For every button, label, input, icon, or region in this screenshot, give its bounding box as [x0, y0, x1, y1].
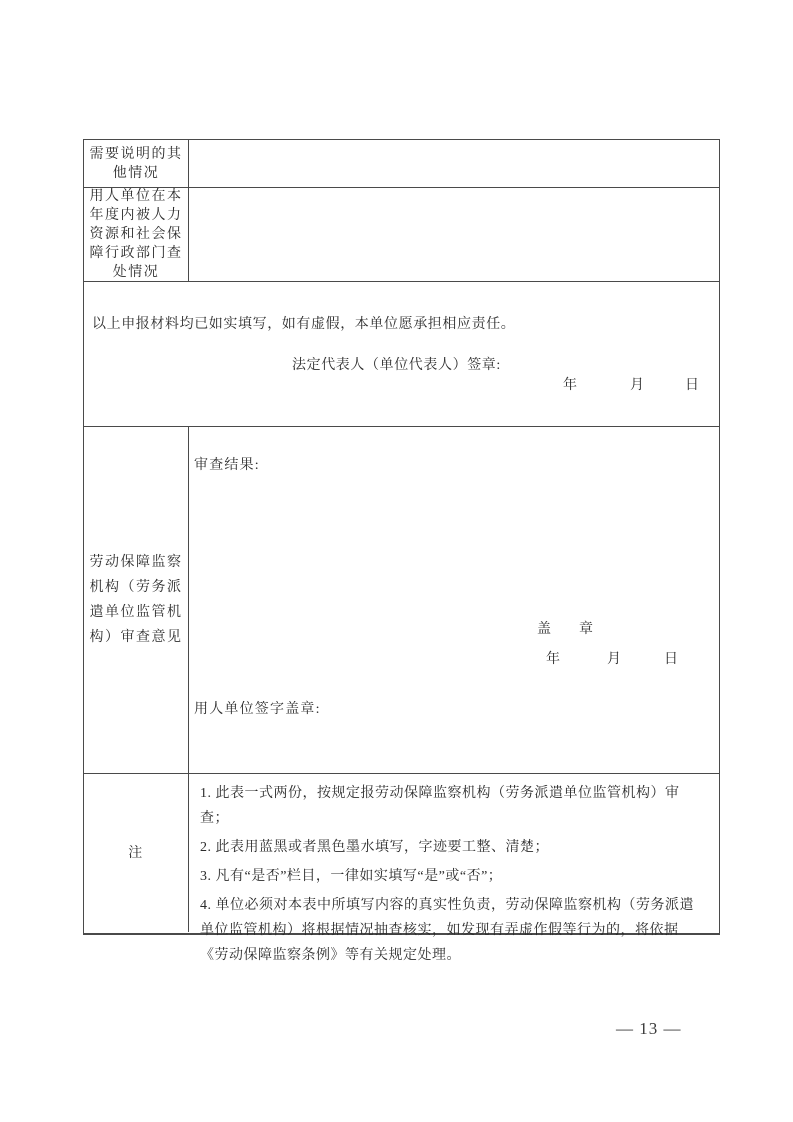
review-day-label: 日	[664, 652, 678, 667]
review-agency-label: 劳动保障监察机构（劳务派遣单位监管机构）审查意见	[89, 555, 183, 645]
annual-report-review-table	[83, 139, 720, 963]
notes-label: 注	[128, 845, 144, 861]
declaration-day-label: 日	[685, 378, 699, 393]
row-review-opinion	[84, 427, 719, 774]
review-opinion-area[interactable]	[189, 427, 719, 773]
other-situation-label-cell	[84, 140, 189, 187]
legal-representative-signature-label: 法定代表人（单位代表人）签章:	[292, 358, 501, 373]
note-item-2: 2. 此表用蓝黑或者黑色墨水填写，字迹要工整、清楚；	[200, 840, 549, 855]
notes-list	[189, 774, 719, 963]
investigation-label-cell	[84, 188, 189, 281]
other-situation-label: 需要说明的其他情况	[89, 146, 183, 181]
declaration-month-label: 月	[630, 378, 644, 393]
notes-label-cell	[84, 774, 189, 932]
other-situation-field[interactable]	[189, 140, 719, 187]
row-investigation-record	[84, 188, 719, 282]
row-notes	[84, 774, 719, 963]
row-declaration	[84, 282, 719, 427]
review-year-label: 年	[546, 652, 560, 667]
investigation-label: 用人单位在本年度内被人力资源和社会保障行政部门查处情况	[89, 189, 183, 280]
note-item-4: 4. 单位必须对本表中所填写内容的真实性负责，劳动保障监察机构（劳务派遣单位监管机构）将根据情况抽查核实，如发现有弄虚作假等行为的，将依据《劳动保障监察条例》等有关规定处理。	[200, 898, 694, 963]
note-item-3: 3. 凡有“是否”栏目，一律如实填写“是”或“否”；	[200, 869, 503, 884]
investigation-field[interactable]	[189, 188, 719, 281]
row-other-situation	[84, 140, 719, 188]
note-item-1: 1. 此表一式两份，按规定报劳动保障监察机构（劳务派遣单位监管机构）审查；	[200, 786, 680, 826]
review-agency-label-cell	[84, 427, 189, 773]
page-number: — 13 —	[616, 1019, 682, 1038]
declaration-signature-area[interactable]	[84, 282, 719, 426]
review-result-label: 审查结果:	[194, 458, 260, 473]
declaration-year-label: 年	[563, 378, 577, 393]
employer-signature-label: 用人单位签字盖章:	[194, 702, 321, 717]
official-seal-label: 盖 章	[537, 622, 593, 637]
review-month-label: 月	[607, 652, 621, 667]
declaration-statement: 以上申报材料均已如实填写，如有虚假，本单位愿承担相应责任。	[92, 317, 516, 332]
